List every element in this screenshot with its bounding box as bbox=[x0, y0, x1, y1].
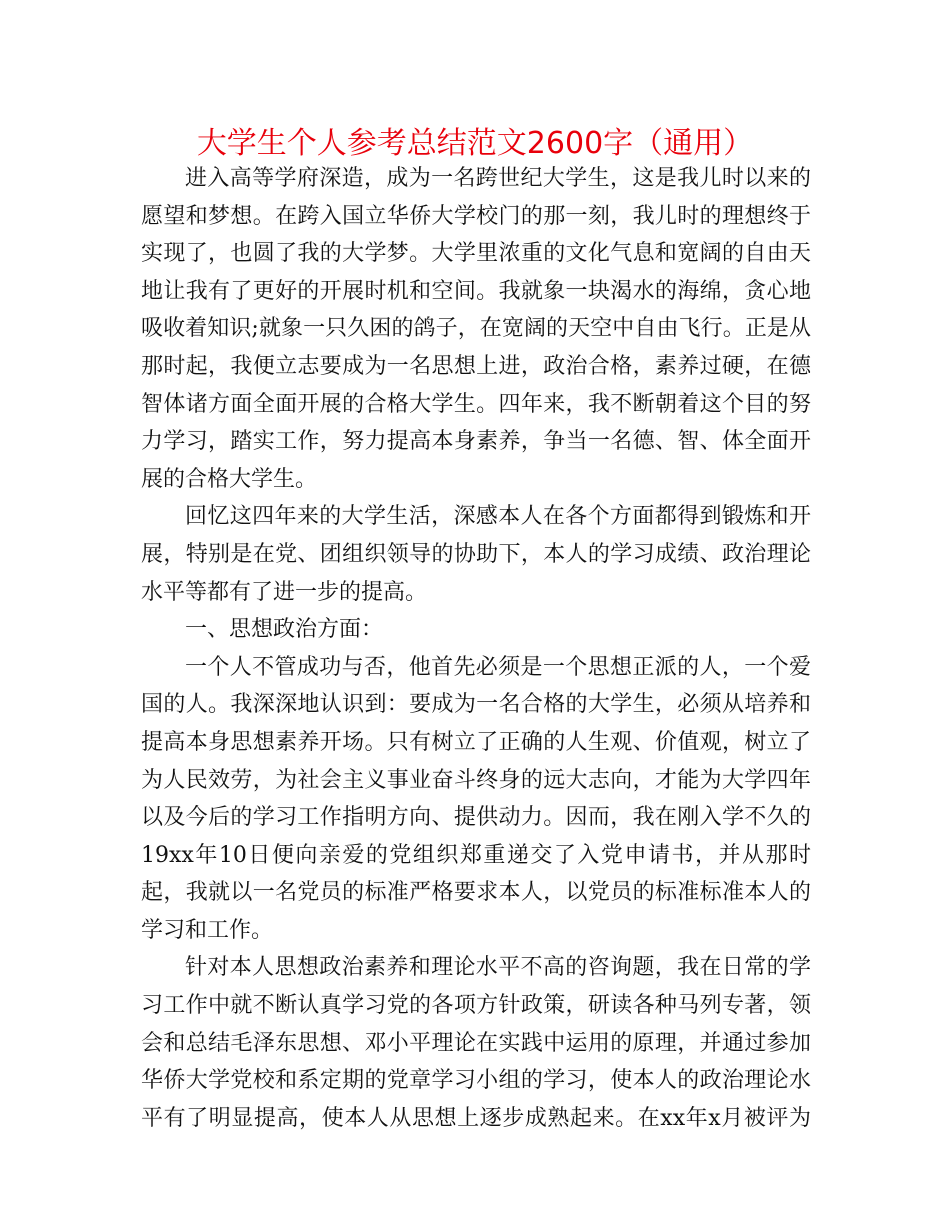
document-body bbox=[141, 160, 811, 1137]
paragraph-intro: 进入高等学府深造，成为一名跨世纪大学生，这是我儿时以来的愿望和梦想。在跨入国立华侨大学校门的那一刻，我儿时的理想终于实现了，也圆了我的大学梦。大学里浓重的文化气息和宽阔的自由天地让我有了更好的开展时机和空间。我就象一块渴水的海绵，贪心地吸收着知识;就象一只久困的鸽子，在宽阔的天空中自由飞行。正是从那时起，我便立志要成为一名思想上进，政治合格，素养过硬，在德智体诸方面全面开展的合格大学生。四年来，我不断朝着这个目的努力学习，踏实工作，努力提高本身素养，争当一名德、智、体全面开展的合格大学生。 bbox=[141, 166, 811, 492]
section-heading-ideology: 一、思想政治方面： bbox=[185, 617, 384, 643]
paragraph-ideology: 一个人不管成功与否，他首先必须是一个思想正派的人，一个爱国的人。我深深地认识到：要成为一名合格的大学生，必须从培养和提高本身思想素养开场。只有树立了正确的人生观、价值观，树立了为人民效劳，为社会主义事业奋斗终身的远大志向，才能为大学四年以及今后的学习工作指明方向、提供动力。因而，我在刚入学不久的19xx年10日便向亲爱的党组织郑重递交了入党申请书，并从那时起，我就以一名党员的标准严格要求本人，以党员的标准标准本人的学习和工作。 bbox=[141, 654, 811, 943]
document-title: 大学生个人参考总结范文2600字（通用） bbox=[196, 126, 754, 161]
paragraph-review: 回忆这四年来的大学生活，深感本人在各个方面都得到锻炼和开展，特别是在党、团组织领导的协助下，本人的学习成绩、政治理论水平等都有了进一步的提高。 bbox=[141, 504, 811, 605]
paragraph-study: 针对本人思想政治素养和理论水平不高的咨询题，我在日常的学习工作中就不断认真学习党的各项方针政策，研读各种马列专著，领会和总结毛泽东思想、邓小平理论在实践中运用的原理，并通过参加华侨大学党校和系定期的党章学习小组的学习，使本人的政治理论水平有了明显提高，使本人从思想上逐步成熟起来。在xx年x月被评为 bbox=[141, 955, 811, 1131]
